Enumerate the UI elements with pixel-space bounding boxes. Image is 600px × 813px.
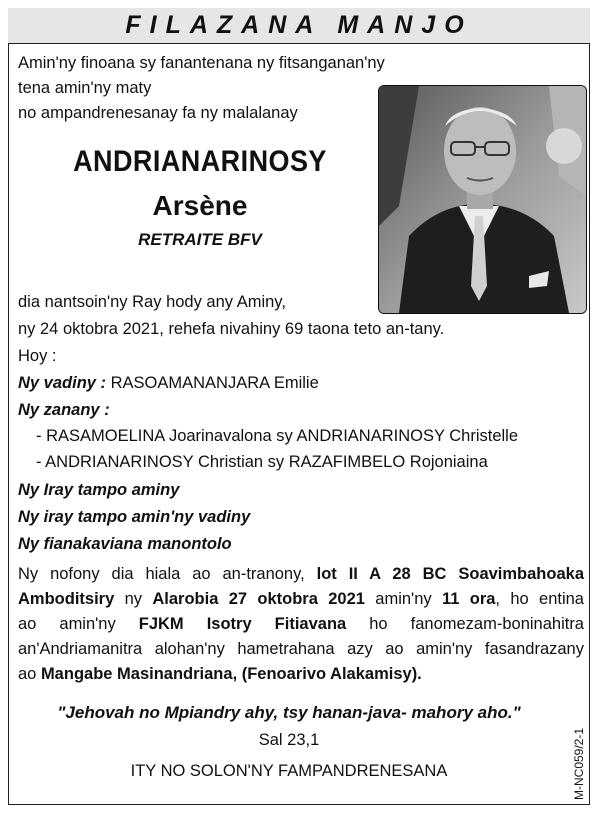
funeral-line-4: an'Andriamanitra alohan'ny hametrahana azy ao amin'ny fasandrazany — [18, 640, 584, 658]
header-title: FILAZANA MANJO — [125, 11, 473, 39]
intro-line-1: Amin'ny finoana sy fanantenana ny fitsanganan'ny tena amin'ny maty — [18, 54, 385, 97]
spouse-siblings-line: Ny iray tampo amin'ny vadiny — [18, 508, 251, 526]
closing-statement: ITY NO SOLON'NY FAMPANDRENESANA — [130, 762, 448, 780]
child-couple-2: - ANDRIANARINOSY Christian sy RAZAFIMBELO Rojoniaina — [36, 453, 488, 471]
funeral-text: ao — [18, 665, 41, 683]
notice-header — [8, 8, 590, 44]
announcement-line-1: dia nantsoin'ny Ray hody any Aminy, — [18, 293, 286, 311]
deceased-surname: ANDRIANARINOSY — [73, 145, 327, 178]
funeral-line-3 — [18, 612, 584, 637]
children-label: Ny zanany : — [18, 401, 110, 419]
funeral-line-5 — [18, 662, 584, 687]
funeral-text: ao amin'ny — [18, 615, 139, 633]
funeral-details — [18, 562, 584, 687]
church-name: FJKM Isotry Fitiavana — [138, 615, 347, 633]
spouse-row — [18, 371, 319, 396]
intro-line-2: no ampandrenesanay fa ny malalanay — [18, 104, 298, 122]
residence-area: Amboditsiry — [18, 590, 115, 608]
funeral-line-1 — [18, 562, 584, 587]
deceased-occupation: RETRAITE BFV — [138, 230, 262, 249]
residence-address: lot II A 28 BC Soavimbahoaka — [316, 565, 584, 583]
funeral-text: ho fanomezam-boninahitra — [346, 615, 584, 633]
funeral-text: , ho entina — [495, 590, 584, 608]
bible-quote: "Jehovah no Mpiandry ahy, tsy hanan-java- mahory aho." — [57, 703, 521, 722]
portrait-illustration — [379, 86, 586, 313]
ad-code: M-NC059/2-1 — [572, 727, 586, 800]
child-couple-1: - RASAMOELINA Joarinavalona sy ANDRIANARINOSY Christelle — [36, 427, 519, 445]
spouse-name: RASOAMANANJARA Emilie — [110, 374, 319, 392]
announcement-line-3: Hoy : — [18, 347, 57, 365]
announcement-line-2: ny 24 oktobra 2021, rehefa nivahiny 69 taona teto an-tany. — [18, 320, 445, 338]
portrait-photo — [378, 85, 587, 314]
funeral-line-2 — [18, 587, 584, 612]
funeral-text: Ny nofony dia hiala ao an-tranony, — [18, 565, 317, 583]
burial-place: Mangabe Masinandriana, (Fenoarivo Alakamisy). — [40, 665, 422, 683]
funeral-text: ny — [114, 590, 153, 608]
siblings-line: Ny Iray tampo aminy — [18, 481, 180, 499]
whole-family-line: Ny fianakaviana manontolo — [18, 535, 232, 553]
bible-reference: Sal 23,1 — [258, 731, 320, 749]
intro-text — [18, 51, 418, 126]
funeral-text: amin'ny — [364, 590, 442, 608]
funeral-date: Alarobia 27 oktobra 2021 — [152, 590, 365, 608]
funeral-time: 11 ora — [441, 590, 496, 608]
spouse-label: Ny vadiny : — [18, 374, 107, 392]
deceased-given-name: Arsène — [152, 190, 248, 221]
